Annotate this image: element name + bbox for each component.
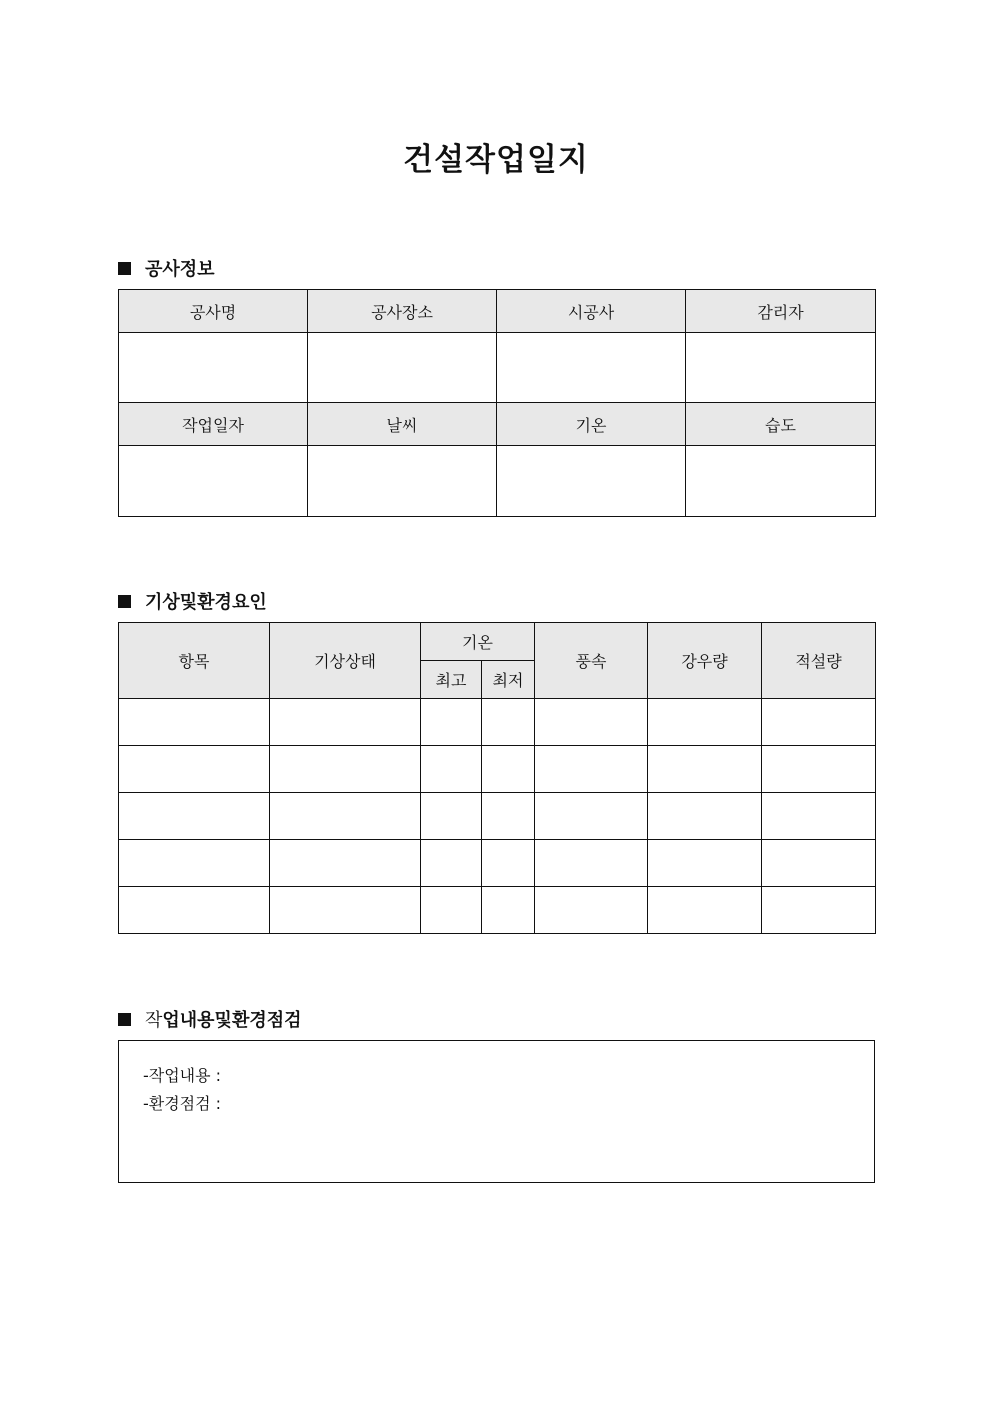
section-heading-project-info (118, 255, 215, 281)
table-cell[interactable] (119, 887, 270, 934)
square-bullet-icon (118, 262, 131, 275)
header-wind-speed: 풍속 (535, 623, 648, 699)
table-cell[interactable] (270, 840, 421, 887)
work-date-cell[interactable] (119, 446, 308, 517)
square-bullet-icon (118, 595, 131, 608)
table-cell[interactable] (421, 840, 482, 887)
document-title: 건설작업일지 (403, 142, 589, 178)
table-cell[interactable] (648, 840, 762, 887)
table-cell[interactable] (762, 840, 876, 887)
table-cell[interactable] (119, 793, 270, 840)
table-cell[interactable] (482, 793, 535, 840)
table-cell[interactable] (482, 746, 535, 793)
table-cell[interactable] (762, 746, 876, 793)
table-cell[interactable] (482, 699, 535, 746)
table-cell[interactable] (535, 793, 648, 840)
table-cell[interactable] (535, 746, 648, 793)
header-project-location: 공사장소 (308, 290, 497, 333)
header-temperature: 기온 (421, 623, 535, 661)
table-cell[interactable] (421, 699, 482, 746)
section-heading-label: 업내용및환경점검 (162, 1010, 302, 1031)
temperature-cell[interactable] (497, 446, 686, 517)
header-weather: 날씨 (308, 403, 497, 446)
table-cell[interactable] (482, 840, 535, 887)
table-cell[interactable] (421, 793, 482, 840)
header-work-date: 작업일자 (119, 403, 308, 446)
header-humidity: 습도 (686, 403, 876, 446)
table-cell[interactable] (119, 699, 270, 746)
work-content-box[interactable] (118, 1040, 875, 1183)
table-cell[interactable] (535, 699, 648, 746)
section-heading-weather-environment (118, 588, 267, 614)
table-cell[interactable] (421, 887, 482, 934)
header-temperature: 기온 (497, 403, 686, 446)
header-temp-high: 최고 (421, 661, 482, 699)
weather-environment-table (118, 622, 876, 934)
table-cell[interactable] (762, 887, 876, 934)
table-row (119, 887, 876, 934)
table-cell[interactable] (648, 699, 762, 746)
header-weather-condition: 기상상태 (270, 623, 421, 699)
table-cell[interactable] (535, 840, 648, 887)
table-row (119, 840, 876, 887)
square-bullet-icon (118, 1013, 131, 1026)
project-name-cell[interactable] (119, 333, 308, 403)
table-cell[interactable] (119, 840, 270, 887)
table-cell[interactable] (648, 746, 762, 793)
header-snowfall: 적설량 (762, 623, 876, 699)
table-cell[interactable] (762, 699, 876, 746)
header-rainfall: 강우량 (648, 623, 762, 699)
table-cell[interactable] (648, 887, 762, 934)
table-cell[interactable] (119, 746, 270, 793)
table-cell[interactable] (270, 793, 421, 840)
header-item: 항목 (119, 623, 270, 699)
project-info-table (118, 289, 876, 517)
table-cell[interactable] (482, 887, 535, 934)
table-row (119, 699, 876, 746)
work-content-label: -작업내용 : (143, 1066, 222, 1085)
table-cell[interactable] (270, 699, 421, 746)
section-heading-label: 기상및환경요인 (145, 592, 267, 613)
supervisor-cell[interactable] (686, 333, 876, 403)
header-supervisor: 감리자 (686, 290, 876, 333)
section-heading-label: 공사정보 (145, 259, 215, 280)
table-cell[interactable] (648, 793, 762, 840)
project-location-cell[interactable] (308, 333, 497, 403)
table-cell[interactable] (270, 887, 421, 934)
table-cell[interactable] (421, 746, 482, 793)
table-cell[interactable] (535, 887, 648, 934)
environment-check-label: -환경점검 : (143, 1094, 222, 1113)
humidity-cell[interactable] (686, 446, 876, 517)
header-project-name: 공사명 (119, 290, 308, 333)
header-contractor: 시공사 (497, 290, 686, 333)
section-heading-first-char: 작 (145, 1010, 163, 1031)
weather-cell[interactable] (308, 446, 497, 517)
contractor-cell[interactable] (497, 333, 686, 403)
table-cell[interactable] (762, 793, 876, 840)
table-row (119, 793, 876, 840)
section-heading-work-content (118, 1006, 302, 1032)
header-temp-low: 최저 (482, 661, 535, 699)
table-cell[interactable] (270, 746, 421, 793)
table-row (119, 746, 876, 793)
